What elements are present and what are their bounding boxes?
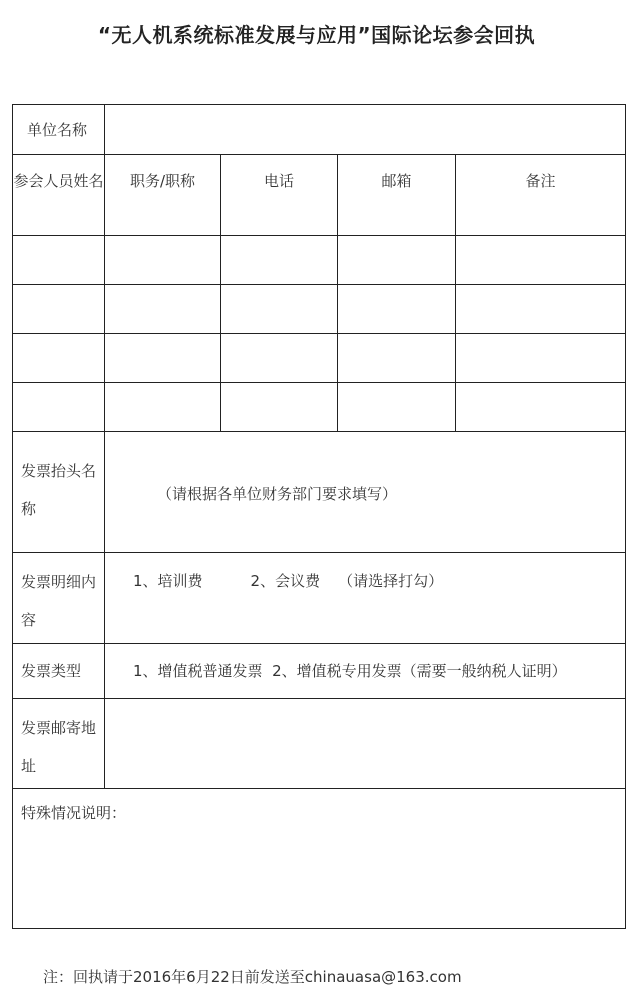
attendee-remarks-cell[interactable] (456, 334, 626, 383)
attendee-row (13, 334, 626, 383)
invoice-option-meeting[interactable]: 2、会议费 (250, 572, 321, 590)
invoice-title-label: 发票抬头名称 (13, 432, 105, 553)
unit-name-row (13, 105, 626, 155)
invoice-title-hint: （请根据各单位财务部门要求填写） (157, 485, 398, 503)
attendee-phone-cell[interactable] (221, 383, 338, 432)
attendee-remarks-cell[interactable] (456, 236, 626, 285)
header-attendee-name (13, 155, 105, 236)
unit-name-field[interactable] (105, 105, 626, 155)
form-title: “无人机系统标准发展与应用”国际论坛参会回执 (97, 23, 536, 47)
attendee-remarks-cell[interactable] (456, 285, 626, 334)
attendee-position-cell[interactable] (105, 383, 221, 432)
attendee-phone-cell[interactable] (221, 285, 338, 334)
special-notes-field[interactable] (13, 789, 626, 929)
header-attendee-name-text: 参会人员姓名 (13, 172, 104, 190)
registration-form-table (12, 104, 626, 929)
attendee-name-cell[interactable] (13, 236, 105, 285)
invoice-detail-hint: （请选择打勾） (338, 572, 444, 590)
invoice-address-field[interactable] (105, 699, 626, 789)
header-remarks: 备注 (456, 155, 626, 236)
invoice-detail-row (13, 553, 626, 644)
attendee-email-cell[interactable] (338, 334, 456, 383)
header-row (13, 155, 626, 236)
attendee-row (13, 285, 626, 334)
attendee-row (13, 236, 626, 285)
invoice-option-training[interactable]: 1、培训费 (133, 572, 203, 590)
unit-name-label: 单位名称 (13, 105, 105, 155)
header-position: 职务/职称 (105, 155, 221, 236)
attendee-name-cell[interactable] (13, 285, 105, 334)
attendee-email-cell[interactable] (338, 285, 456, 334)
header-email: 邮箱 (338, 155, 456, 236)
attendee-email-cell[interactable] (338, 236, 456, 285)
header-phone: 电话 (221, 155, 338, 236)
special-notes-row (13, 789, 626, 929)
invoice-type-options[interactable]: 1、增值税普通发票 2、增值税专用发票（需要一般纳税人证明） (105, 644, 626, 699)
footnote: 注：回执请于2016年6月22日前发送至chinauasa@163.com (43, 968, 462, 986)
invoice-type-label: 发票类型 (13, 644, 105, 699)
invoice-title-row (13, 432, 626, 553)
invoice-type-row (13, 644, 626, 699)
attendee-remarks-cell[interactable] (456, 383, 626, 432)
special-notes-label: 特殊情况说明： (21, 804, 127, 822)
attendee-phone-cell[interactable] (221, 236, 338, 285)
invoice-detail-label: 发票明细内容 (13, 553, 105, 644)
invoice-title-field[interactable] (105, 432, 626, 553)
attendee-row (13, 383, 626, 432)
attendee-name-cell[interactable] (13, 334, 105, 383)
invoice-address-label: 发票邮寄地址 (13, 699, 105, 789)
attendee-name-cell[interactable] (13, 383, 105, 432)
attendee-position-cell[interactable] (105, 285, 221, 334)
attendee-position-cell[interactable] (105, 236, 221, 285)
attendee-phone-cell[interactable] (221, 334, 338, 383)
invoice-detail-field (105, 553, 626, 644)
attendee-email-cell[interactable] (338, 383, 456, 432)
attendee-position-cell[interactable] (105, 334, 221, 383)
invoice-address-row (13, 699, 626, 789)
